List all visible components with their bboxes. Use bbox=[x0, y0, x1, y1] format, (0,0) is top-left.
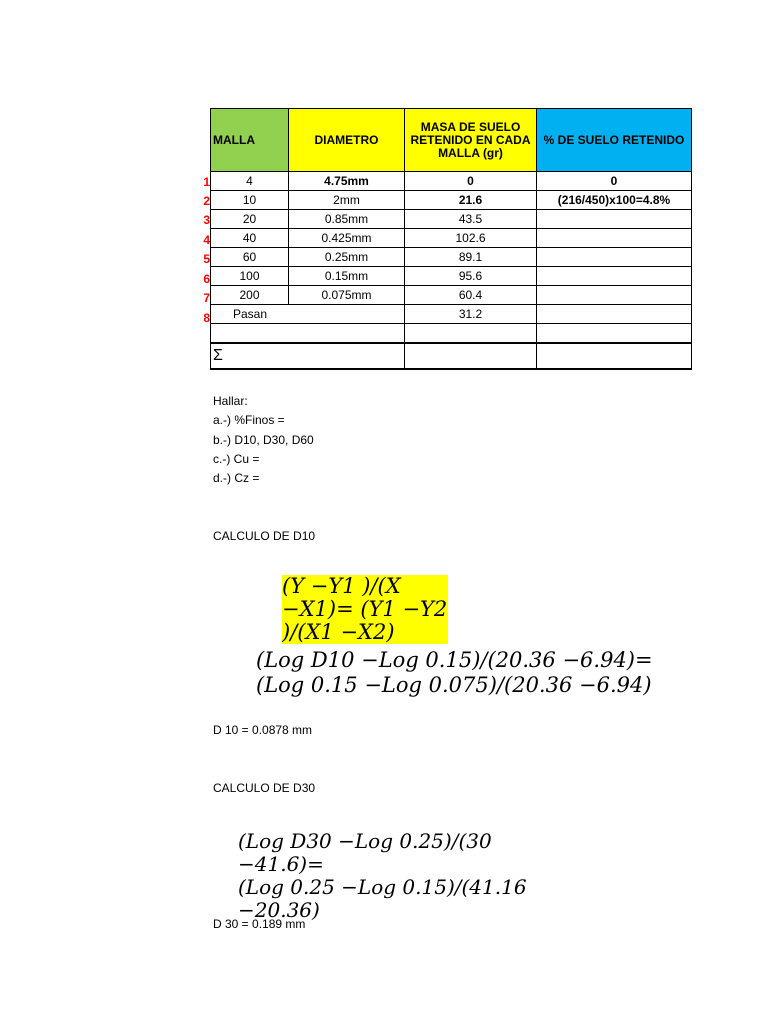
row-number: 7 bbox=[203, 291, 210, 305]
cell-pct: (216/450)x100=4.8% bbox=[537, 191, 692, 210]
cell-malla: 200 bbox=[211, 286, 289, 305]
question-c: c.-) Cu = bbox=[213, 452, 260, 466]
cell-empty bbox=[537, 324, 692, 344]
cell-masa: 95.6 bbox=[405, 267, 537, 286]
row-number: 5 bbox=[203, 252, 210, 266]
sieve-table bbox=[210, 108, 692, 370]
table-row bbox=[211, 267, 692, 286]
d10-result: D 10 = 0.0878 mm bbox=[213, 723, 313, 737]
cell-masa: 89.1 bbox=[405, 248, 537, 267]
header-masa: MASA DE SUELO RETENIDO EN CADA MALLA (gr) bbox=[405, 109, 537, 172]
d30-equation bbox=[238, 830, 578, 922]
d10-equation-line1: (Log D10 −Log 0.15)/(20.36 −6.94)= bbox=[256, 648, 653, 672]
cell-empty bbox=[405, 324, 537, 344]
row-number: 8 bbox=[203, 311, 210, 325]
cell-diametro: 0.25mm bbox=[289, 248, 405, 267]
d30-result: D 30 = 0.189 mm bbox=[213, 917, 306, 931]
table-row-pasan bbox=[211, 305, 692, 324]
cell-empty bbox=[211, 324, 405, 344]
d10-equation bbox=[256, 648, 676, 698]
cell-pct: 0 bbox=[537, 172, 692, 191]
cell-pct bbox=[537, 229, 692, 248]
cell-malla: 4 bbox=[211, 172, 289, 191]
cell-malla: 40 bbox=[211, 229, 289, 248]
table-row bbox=[211, 210, 692, 229]
header-malla: MALLA bbox=[211, 109, 289, 172]
cell-diametro: 0.425mm bbox=[289, 229, 405, 248]
row-number: 4 bbox=[203, 233, 210, 247]
cell-malla: 20 bbox=[211, 210, 289, 229]
table-row-empty bbox=[211, 324, 692, 344]
table-row bbox=[211, 229, 692, 248]
row-number: 1 bbox=[203, 175, 210, 189]
d30-heading: CALCULO DE D30 bbox=[213, 781, 316, 795]
table-row-sum bbox=[211, 343, 692, 369]
cell-masa: 43.5 bbox=[405, 210, 537, 229]
cell-pasan-pct bbox=[537, 305, 692, 324]
interpolation-formula: (Y −Y1 )/(X −X1)= (Y1 −Y2 )/(X1 −X2) bbox=[282, 574, 448, 644]
cell-masa: 0 bbox=[405, 172, 537, 191]
cell-sum-pct bbox=[537, 343, 692, 369]
cell-diametro: 2mm bbox=[289, 191, 405, 210]
table-row bbox=[211, 286, 692, 305]
question-d: d.-) Cz = bbox=[213, 471, 260, 485]
question-b: b.-) D10, D30, D60 bbox=[213, 433, 314, 447]
cell-malla: 10 bbox=[211, 191, 289, 210]
row-number: 3 bbox=[203, 213, 210, 227]
d10-heading: CALCULO DE D10 bbox=[213, 529, 316, 543]
cell-pct bbox=[537, 267, 692, 286]
row-number: 2 bbox=[203, 194, 210, 208]
cell-masa: 102.6 bbox=[405, 229, 537, 248]
cell-pasan-label: Pasan bbox=[211, 305, 405, 324]
d30-equation-line1: (Log D30 −Log 0.25)/(30 −41.6)= bbox=[238, 829, 492, 876]
cell-masa: 60.4 bbox=[405, 286, 537, 305]
cell-pct bbox=[537, 248, 692, 267]
question-a: a.-) %Finos = bbox=[213, 413, 285, 427]
d30-equation-line2: (Log 0.25 −Log 0.15)/(41.16 bbox=[238, 875, 527, 899]
cell-diametro: 0.15mm bbox=[289, 267, 405, 286]
cell-pct bbox=[537, 286, 692, 305]
table-row bbox=[211, 248, 692, 267]
header-pct: % DE SUELO RETENIDO bbox=[537, 109, 692, 172]
row-number: 6 bbox=[203, 272, 210, 286]
cell-diametro: 4.75mm bbox=[289, 172, 405, 191]
cell-diametro: 0.85mm bbox=[289, 210, 405, 229]
cell-pasan-masa: 31.2 bbox=[405, 305, 537, 324]
header-diametro: DIAMETRO bbox=[289, 109, 405, 172]
cell-malla: 60 bbox=[211, 248, 289, 267]
questions-title: Hallar: bbox=[213, 394, 248, 408]
cell-sum-masa bbox=[405, 343, 537, 369]
cell-pct bbox=[537, 210, 692, 229]
cell-diametro: 0.075mm bbox=[289, 286, 405, 305]
table-row bbox=[211, 172, 692, 191]
sigma-label: Σ bbox=[211, 343, 405, 369]
cell-malla: 100 bbox=[211, 267, 289, 286]
d30-equation-line3: −20.36) bbox=[238, 898, 320, 922]
table-row bbox=[211, 191, 692, 210]
cell-masa: 21.6 bbox=[405, 191, 537, 210]
d10-equation-line2: (Log 0.15 −Log 0.075)/(20.36 −6.94) bbox=[256, 673, 652, 697]
